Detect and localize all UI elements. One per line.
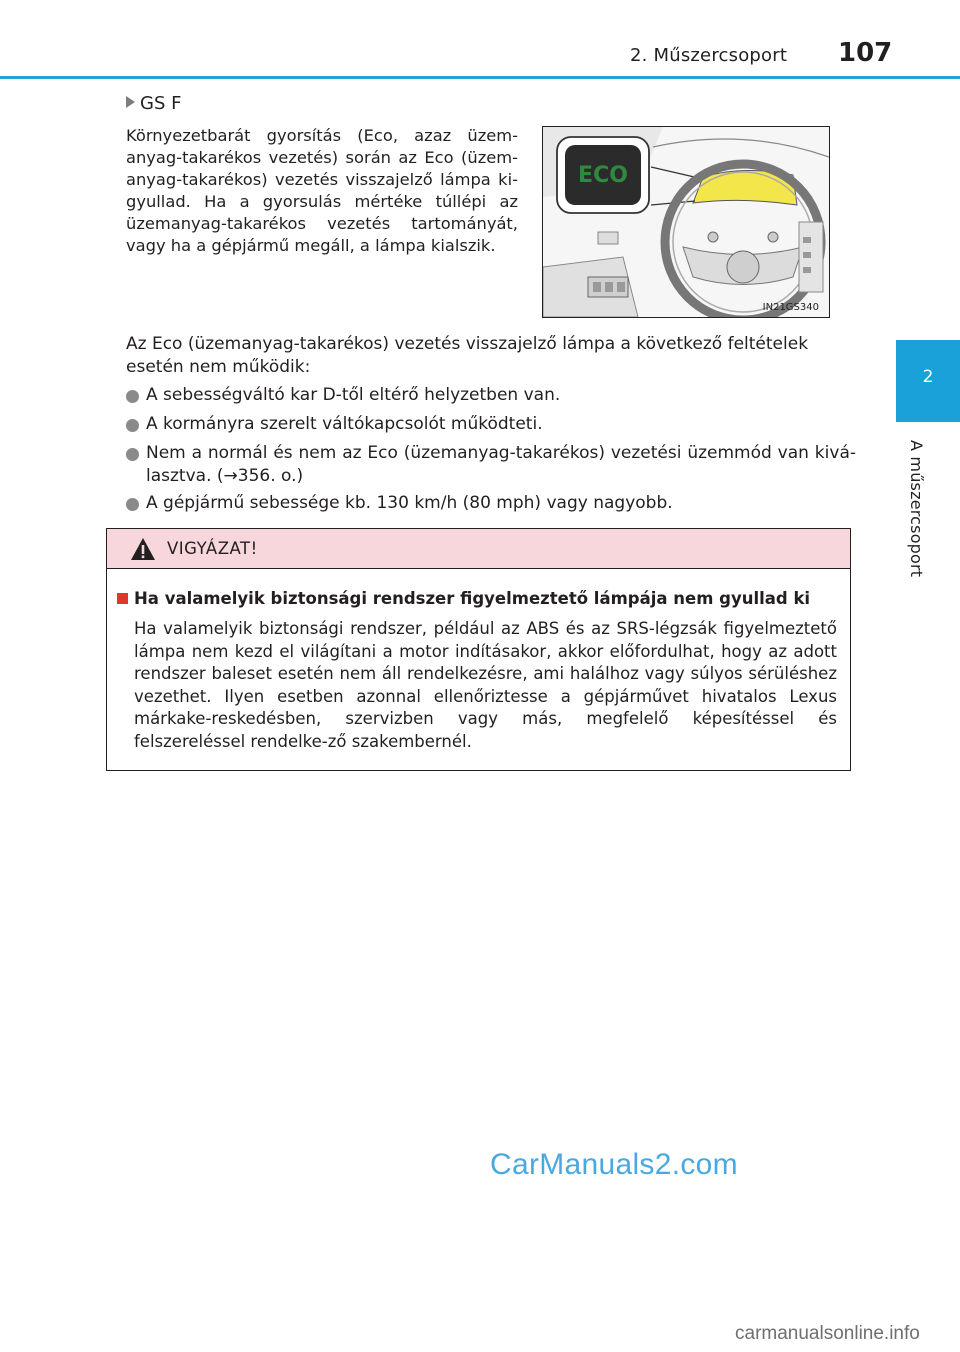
chapter-side-label: [895, 440, 925, 590]
bullet-dot-icon: [126, 390, 139, 403]
warning-body: Ha valamelyik biztonsági rendszer, például az ABS és az SRS-légzsák figyelmeztető lámpa nem kezd el világítani a motor indításakor, akkor előfordulhat, hogy az adott rendszer baleset esetén nem áll rendelkezésre, ami halálhoz vagy súlyos sérüléshez vezethet. Ilyen esetben azonnal ellenőriztesse a gépjárművet hivatalos Lexus márkake-reskedésben, szervizben vagy más, megfelelő képesítéssel és felszereléssel rendelke-ző szakembernél.: [134, 619, 837, 751]
model-heading: [126, 93, 181, 114]
eco-indicator-text: ECO: [578, 163, 628, 188]
bullet-dot-icon: [126, 448, 139, 461]
red-square-icon: [117, 593, 128, 604]
warning-title: VIGYÁZAT!: [167, 539, 258, 558]
page-number: 107: [838, 38, 893, 68]
model-label: GS F: [140, 93, 182, 114]
list-item-text: A sebességváltó kar D-től eltérő helyzetben van.: [146, 385, 561, 405]
list-item: [126, 492, 856, 515]
warning-triangle-icon: [130, 537, 156, 561]
list-item: [126, 384, 856, 407]
figure-code: IN21GS340: [762, 302, 819, 313]
bullet-dot-icon: [126, 498, 139, 511]
list-item-text: A gépjármű sebessége kb. 130 km/h (80 mph) vagy nagyobb.: [146, 493, 673, 513]
page-header-title: 2. Műszercsoport: [630, 45, 788, 66]
bullet-dot-icon: [126, 419, 139, 432]
list-item: [126, 413, 856, 436]
chapter-tab-number: 2: [922, 367, 934, 387]
warning-subtitle-text: Ha valamelyik biztonsági rendszer figyelmeztető lámpája nem gyullad ki: [134, 589, 811, 608]
chapter-side-label-text: A műszercsoport: [907, 440, 926, 578]
watermark-primary: CarManuals2.com: [490, 1148, 738, 1181]
conditions-intro: Az Eco (üzemanyag-takarékos) vezetés visszajelző lámpa a következő feltételek esetén nem működik:: [126, 334, 809, 377]
watermark-secondary: carmanualsonline.info: [735, 1323, 920, 1344]
header-rule: [0, 76, 960, 79]
eco-indicator-illustration: [542, 126, 830, 318]
list-item: [126, 442, 856, 488]
list-item-text: A kormányra szerelt váltókapcsolót működteti.: [146, 414, 543, 434]
warning-box: [106, 528, 851, 771]
warning-subtitle: [117, 589, 810, 608]
triangle-arrow-icon: [126, 96, 135, 108]
dashboard-drawing: [543, 127, 829, 317]
warning-header: [107, 529, 850, 569]
list-item-text: Nem a normál és nem az Eco (üzemanyag-takarékos) vezetési üzemmód van kivá-lasztva. (→356. o.): [146, 443, 856, 486]
intro-paragraph: Környezetbarát gyorsítás (Eco, azaz üzem-anyag-takarékos vezetés) során az Eco (üzem-anyag-takarékos) vezetés visszajelző lámpa ki-gyullad. Ha a gyorsulás mértéke túllépi az üzemanyag-takarékos vezetés tartományát, vagy ha a gépjármű megáll, a lámpa kialszik.: [126, 126, 518, 255]
